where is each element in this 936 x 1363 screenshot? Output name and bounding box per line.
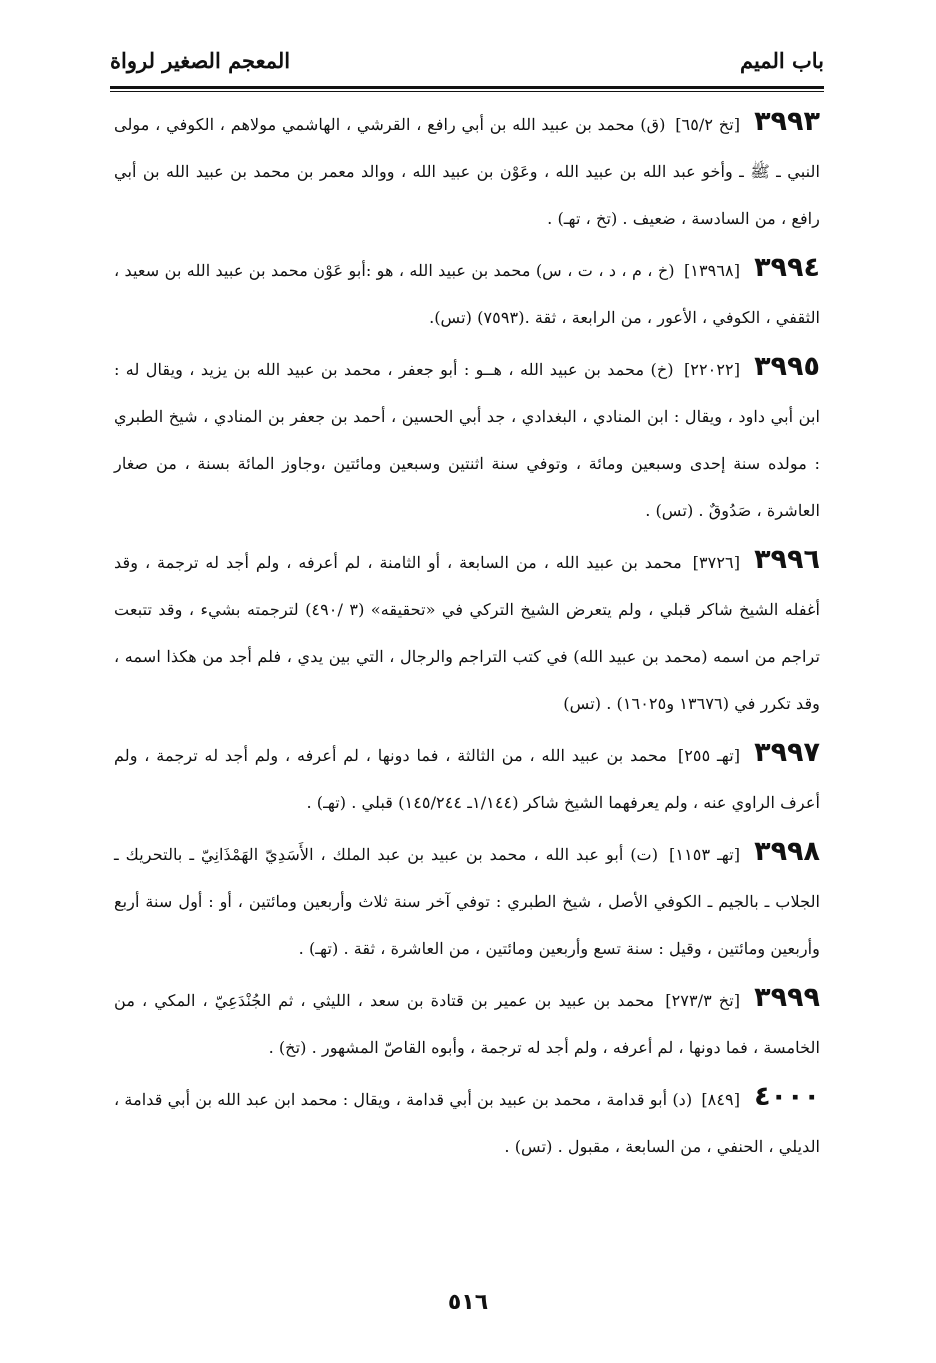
entry-3994 [114, 244, 820, 341]
entry-reference: [٨٤٩] [701, 1090, 741, 1109]
entry-number: ٣٩٩٤ [754, 252, 820, 283]
running-header [110, 40, 824, 80]
entry-text: (ت) أبو عبد الله ، محمد بن عبيد بن عبد الملك ، الأَسَدِيّ الهَمْذَانِيّ ـ بالتحريك ـ الجلاب ـ بالجيم ـ الكوفي الأصل ، شيخ الطبري : توفي آخر سنة ثلاث وأربعين ومائتين ، أو : أول سنة أربع وأربعين ومائتين ، وقيل : سنة تسع وأربعين ومائتين ، من العاشرة ، ثقة . (تهـ) . [114, 845, 820, 958]
entry-text: (خ) محمد بن عبيد الله ، هــو : أبو جعفر ، محمد بن عبيد الله بن يزيد ، ويقال له : ابن أبي داود ، ويقال : ابن المنادي ، البغدادي ، جد أبي الحسين ، أحمد بن جعفر بن المنادي ، شيخ الطبري : مولده سنة إحدى وسبعين ومائة ، وتوفي سنة اثنتين وسبعين ومائتين ،وجاوز المائة بسنة ، من صغار العاشرة ، صَدُوقٌ . (تس) . [114, 360, 820, 520]
entry-number: ٣٩٩٦ [754, 544, 820, 575]
entry-reference: [٣٧٢٦] [692, 553, 741, 572]
entry-text: محمد بن عبيد بن عمير بن قتادة بن سعد ، الليثي ، ثم الجُنْدَعِيّ ، المكي ، من الخامسة ، فما دونها ، لم أعرفه ، ولم أجد له ترجمة ، وأبوه القاصّ المشهور . (تخ) . [114, 991, 820, 1057]
entry-number: ٣٩٩٧ [754, 737, 821, 768]
entry-reference: [تخ ٦٥/٢] [675, 115, 741, 134]
entry-reference: [تخ ٢٧٣/٣] [665, 991, 741, 1010]
entry-3993 [114, 98, 820, 242]
entry-text: (ق) محمد بن عبيد الله بن أبي رافع ، القرشي ، الهاشمي مولاهم ، الكوفي ، مولى النبي ـ ﷺ ـ وأخو عبد الله بن عبيد الله ، وعَوْن بن عبيد الله ، ووالد معمر بن محمد بن عبيد الله بن أبي رافع ، من السادسة ، ضعيف . (تخ ، تهـ) . [114, 115, 820, 228]
entry-3998 [114, 828, 820, 972]
entry-number: ٤٠٠٠ [754, 1081, 820, 1112]
entry-reference: [تهـ ٢٥٥] [677, 746, 741, 765]
page-number: ٥١٦ [447, 1290, 489, 1315]
chapter-title: باب الميم [739, 48, 824, 73]
entry-number: ٣٩٩٩ [754, 982, 821, 1013]
entry-number: ٣٩٩٥ [754, 351, 820, 382]
header-rule-thin [110, 91, 824, 92]
entry-text: (د) أبو قدامة ، محمد بن عبيد بن أبي قدامة ، ويقال : محمد ابن عبد الله بن أبي قدامة ، الديلي ، الحنفي ، من السابعة ، مقبول . (تس) . [114, 1090, 820, 1156]
entry-reference: [١٣٩٦٨] [683, 261, 741, 280]
entry-3997 [114, 729, 820, 826]
entry-text: (خ ، م ، د ، ت ، س) محمد بن عبيد الله ، هو :أبو عَوْن محمد بن عبيد الله بن سعيد ، الثقفي ، الكوفي ، الأعور ، من الرابعة ، ثقة .(٧٥٩٣) (تس). [114, 261, 820, 327]
entries-body [114, 98, 820, 1172]
header-rule-thick [110, 86, 824, 89]
entry-3999 [114, 974, 820, 1071]
entry-4000 [114, 1073, 820, 1170]
entry-3996 [114, 536, 820, 727]
entry-reference: [تهـ ١١٥٣] [669, 845, 741, 864]
book-title: المعجم الصغير لرواة [110, 48, 291, 73]
entry-3995 [114, 343, 820, 534]
entry-text: محمد بن عبيد الله ، من الثالثة ، فما دونها ، لم أعرفه ، ولم أجد له ترجمة ، ولم أعرف الراوي عنه ، ولم يعرفهما الشيخ شاكر (١/١٤٤ـ ١٤٥/٢٤٤) قبلي . (تهـ) . [114, 746, 820, 812]
entry-reference: [٢٢٠٢٢] [683, 360, 741, 379]
entry-number: ٣٩٩٣ [754, 106, 820, 137]
entry-text: محمد بن عبيد الله ، من السابعة ، أو الثامنة ، لم أعرفه ، ولم أجد له ترجمة ، وقد أغفله الشيخ شاكر قبلي ، ولم يتعرض الشيخ التركي في «تحقيقه» (٣ /٤٩٠) لترجمته بشيء ، وقد تتبعت تراجم من اسمه (محمد بن عبيد الله) في كتب التراجم والرجال ، التي بين يدي ، فلم أجد من هكذا اسمه ، وقد تكرر في (١٣٦٧٦ و١٦٠٢٥) . (تس) [114, 553, 820, 713]
entry-number: ٣٩٩٨ [754, 836, 821, 867]
